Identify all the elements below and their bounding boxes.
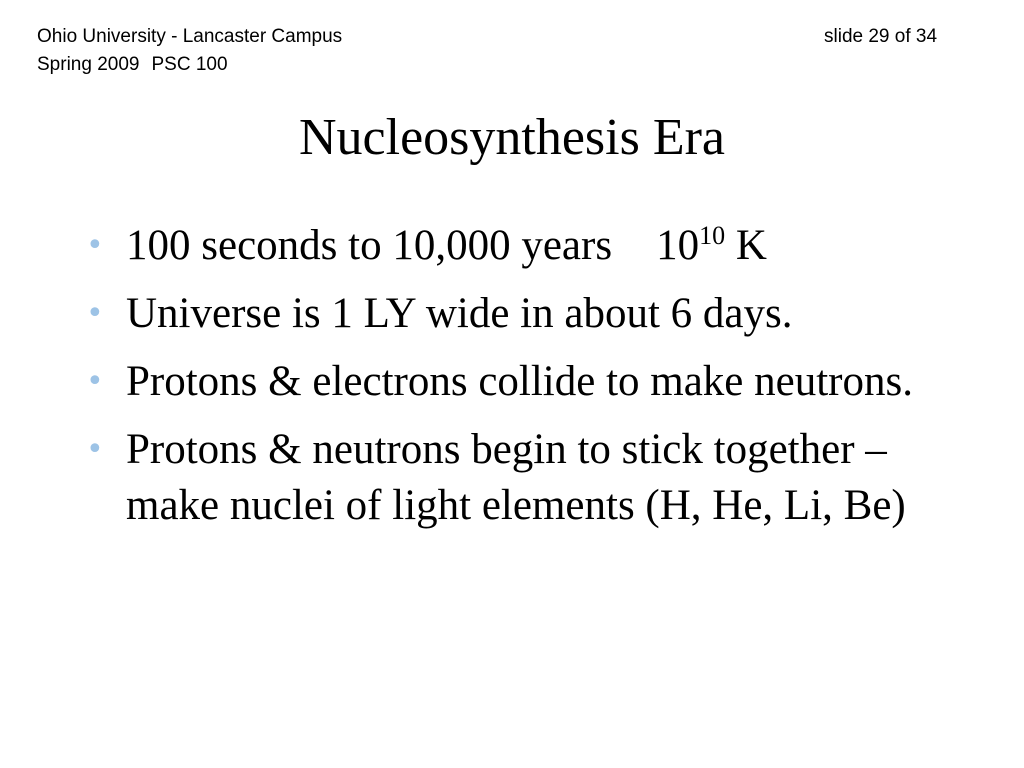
slide-counter: slide 29 of 34	[824, 26, 938, 47]
bullet-item-time-range	[86, 218, 946, 274]
course-code: PSC 100	[151, 54, 228, 75]
slide-title: Nucleosynthesis Era	[298, 109, 725, 166]
time-range-text: 100 seconds to 10,000 years	[126, 222, 613, 269]
bullet-text: Protons & electrons collide to make neutrons.	[126, 358, 913, 405]
temperature-exponent: 10	[699, 221, 726, 250]
temperature-base: 10	[656, 222, 700, 269]
bullet-icon: •	[86, 432, 104, 467]
bullet-icon: •	[86, 296, 104, 331]
temperature-unit: K	[735, 222, 767, 269]
bullet-icon: •	[86, 228, 104, 263]
bullet-item-neutron-formation	[86, 354, 946, 410]
bullet-text: Protons & neutrons begin to stick together – make nuclei of light elements (H, He, Li, Be)	[126, 426, 906, 529]
bullet-item-nuclei-formation	[86, 422, 946, 534]
bullet-icon: •	[86, 364, 104, 399]
term-course-line	[37, 51, 342, 79]
institution-name: Ohio University - Lancaster Campus	[37, 26, 343, 47]
bullet-item-universe-size	[86, 286, 946, 342]
bullet-text: Universe is 1 LY wide in about 6 days.	[126, 290, 793, 337]
bullet-list	[86, 218, 946, 546]
term: Spring 2009	[37, 54, 140, 75]
slide-header-left	[37, 23, 342, 79]
